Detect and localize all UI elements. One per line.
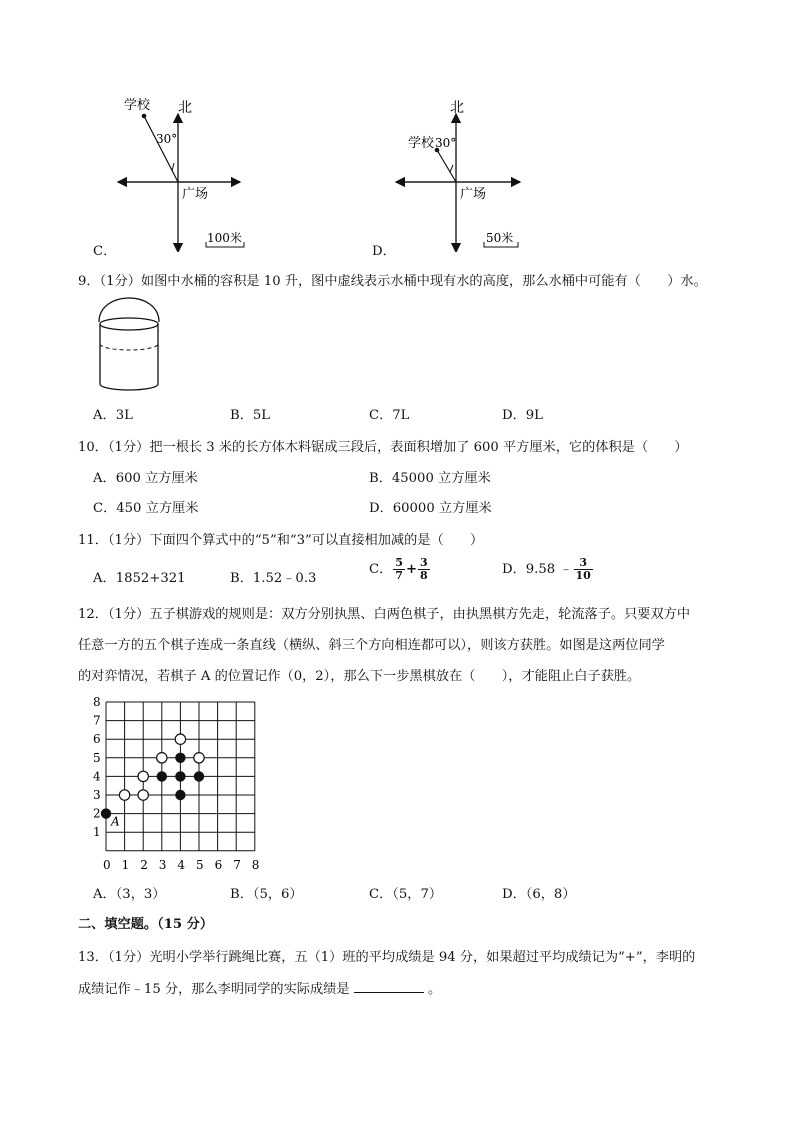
black-stone bbox=[101, 808, 111, 818]
white-stone bbox=[157, 753, 167, 763]
x-tick-label: 5 bbox=[196, 857, 204, 872]
white-stone bbox=[175, 734, 185, 744]
q12-option-c[interactable]: C．（5，7） bbox=[369, 887, 443, 902]
q12-option-a[interactable]: A．（3，3） bbox=[93, 887, 166, 902]
answer-blank[interactable] bbox=[354, 980, 424, 993]
x-tick-label: 2 bbox=[140, 857, 148, 872]
north-label: 北 bbox=[450, 100, 464, 116]
black-stone bbox=[194, 771, 204, 781]
white-stone bbox=[119, 790, 129, 800]
q9-option-c[interactable]: C．7L bbox=[369, 408, 410, 423]
q9-text: 9．（1分）如图中水桶的容积是 10 升，图中虚线表示水桶中现有水的高度，那么水桶中可能有（ ）水。 bbox=[78, 274, 707, 289]
q11-option-b[interactable]: B．1.52﹣0.3 bbox=[230, 571, 317, 586]
q11-option-d[interactable] bbox=[502, 557, 594, 582]
plus-sign: + bbox=[405, 562, 417, 577]
y-tick-label: 2 bbox=[93, 806, 101, 821]
q8-option-d-letter: D． bbox=[372, 244, 396, 259]
north-label: 北 bbox=[178, 100, 192, 116]
square-label: 广场 bbox=[460, 187, 487, 202]
q11-text: 11．（1分）下面四个算式中的“5”和“3”可以直接相加减的是（ ） bbox=[78, 533, 484, 548]
section-title: 二、填空题。（15 分） bbox=[78, 917, 214, 932]
white-stone bbox=[138, 771, 148, 781]
y-tick-label: 4 bbox=[93, 769, 101, 784]
q8-option-c-diagram bbox=[90, 92, 270, 252]
q9-option-a[interactable]: A．3L bbox=[93, 408, 133, 423]
q11-option-a[interactable]: A．1852+321 bbox=[93, 571, 186, 586]
x-tick-label: 6 bbox=[214, 857, 223, 872]
q12-text-line-1: 12．（1分）五子棋游戏的规则是：双方分别执黑、白两色棋子，由执黑棋方先走，轮流落子。只要双方中 bbox=[78, 607, 691, 622]
q13-text-line-2b: 。 bbox=[427, 982, 442, 997]
water-level-line bbox=[100, 344, 158, 350]
q10-option-b[interactable]: B．45000 立方厘米 bbox=[369, 471, 491, 486]
bucket-illustration bbox=[94, 296, 164, 396]
school-point bbox=[142, 114, 147, 119]
square-label: 广场 bbox=[182, 187, 209, 202]
x-tick-label: 1 bbox=[121, 857, 130, 872]
black-stone bbox=[175, 790, 185, 800]
q13-text-line-1: 13．（1分）光明小学举行跳绳比赛，五（1）班的平均成绩是 94 分，如果超过平均成绩记为“+”，李明的 bbox=[78, 950, 696, 965]
q10-option-a[interactable]: A．600 立方厘米 bbox=[93, 471, 198, 486]
q10-option-c[interactable]: C．450 立方厘米 bbox=[93, 501, 199, 516]
y-tick-label: 6 bbox=[93, 732, 101, 747]
point-a-label: A bbox=[111, 814, 120, 829]
black-stone bbox=[157, 771, 167, 781]
x-tick-label: 3 bbox=[158, 857, 167, 872]
q10-option-d[interactable]: D．60000 立方厘米 bbox=[369, 501, 492, 516]
fraction-3-10: $\frac{3}{10}$ bbox=[575, 556, 591, 582]
y-tick-label: 8 bbox=[93, 695, 101, 709]
school-label: 学校 bbox=[124, 98, 151, 113]
x-tick-label: 8 bbox=[251, 857, 260, 872]
school-label: 学校 bbox=[408, 136, 435, 151]
scale-label: 50米 bbox=[486, 231, 514, 245]
fraction-3-8: $\frac{3}{8}$ bbox=[420, 556, 428, 582]
y-tick-label: 1 bbox=[93, 825, 101, 840]
black-stone bbox=[175, 771, 185, 781]
x-tick-label: 4 bbox=[177, 857, 186, 872]
angle-label: 30° bbox=[156, 132, 178, 146]
y-tick-label: 3 bbox=[93, 788, 101, 802]
x-tick-label: 7 bbox=[233, 857, 241, 872]
school-direction-line bbox=[144, 116, 178, 182]
black-stone bbox=[175, 753, 185, 763]
q13-text-line-2 bbox=[78, 978, 441, 997]
q8-option-c-letter: C． bbox=[93, 244, 117, 259]
q12-option-d[interactable]: D．（6，8） bbox=[502, 887, 576, 902]
white-stone bbox=[138, 790, 148, 800]
q11-option-c[interactable] bbox=[369, 557, 431, 582]
q12-text-line-3: 的对弈情况，若棋子 A 的位置记作（0，2），那么下一步黑棋放在（ ），才能阻止白子获胜。 bbox=[78, 669, 641, 684]
q8-option-d-diagram bbox=[370, 92, 550, 252]
white-stone bbox=[194, 753, 204, 763]
q12-text-line-2: 任意一方的五个棋子连成一条直线（横纵、斜三个方向相连都可以），则该方获胜。如图是这两位同学 bbox=[78, 638, 665, 653]
q9-option-d[interactable]: D．9L bbox=[502, 408, 543, 423]
fraction-5-7: $\frac{5}{7}$ bbox=[395, 556, 403, 582]
angle-label: 30° bbox=[435, 136, 457, 150]
q10-text: 10．（1分）把一根长 3 米的长方体木料锯成三段后，表面积增加了 600 平方厘米，它的体积是（ ） bbox=[78, 440, 688, 455]
x-tick-label: 0 bbox=[103, 857, 111, 872]
school-direction-line bbox=[437, 150, 456, 182]
y-tick-label: 7 bbox=[93, 713, 101, 728]
q11-option-d-prefix: D．9.58 ﹣ bbox=[502, 562, 573, 577]
q9-option-b[interactable]: B．5L bbox=[230, 408, 271, 423]
q13-text-line-2a: 成绩记作﹣15 分，那么李明同学的实际成绩是 bbox=[78, 982, 350, 997]
y-tick-label: 5 bbox=[93, 750, 101, 765]
q11-option-c-prefix: C． bbox=[369, 562, 393, 577]
q12-option-b[interactable]: B．（5，6） bbox=[230, 887, 303, 902]
gomoku-board bbox=[86, 692, 276, 872]
scale-label: 100米 bbox=[207, 231, 242, 245]
